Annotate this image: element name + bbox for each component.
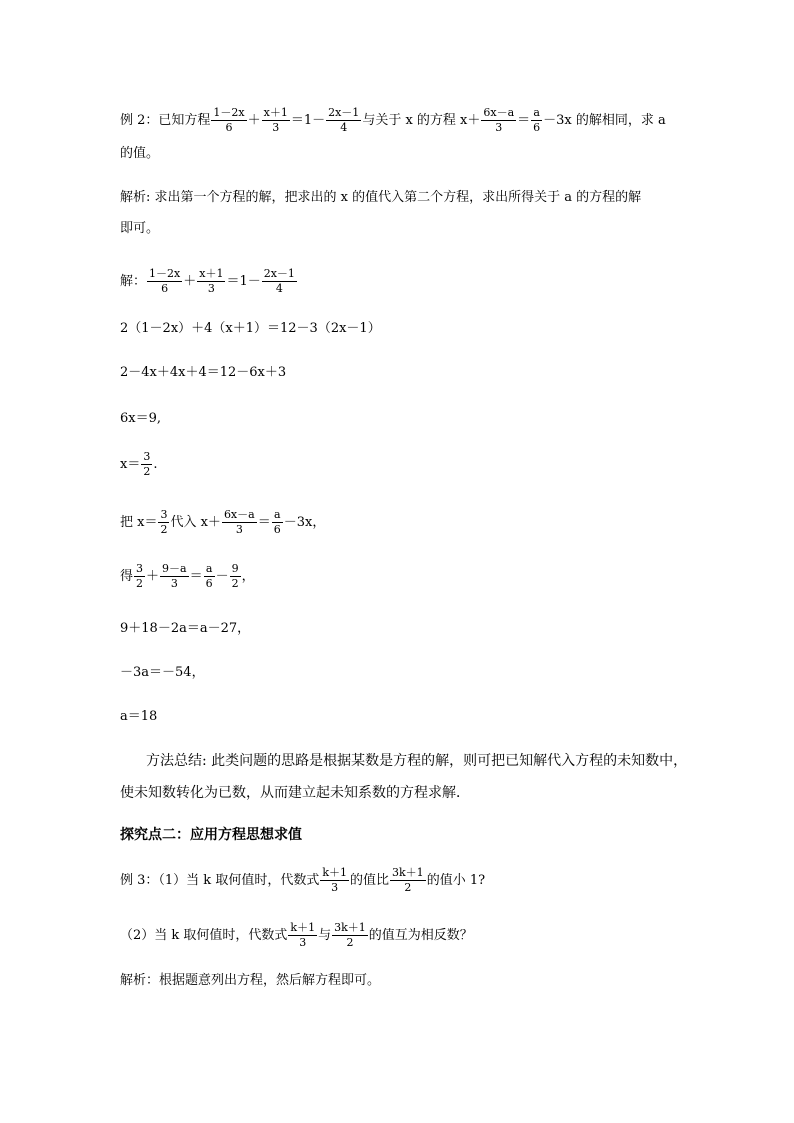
- fraction: $\frac{x+1}{3}$: [199, 267, 224, 295]
- fraction: $\frac{2x-1}{4}$: [328, 106, 360, 134]
- fraction: $\frac{6x-a}{3}$: [223, 508, 255, 536]
- fraction: $\frac{a}{6}$: [205, 562, 213, 590]
- solution-step-2: 2－4x＋4x＋4＝12－6x＋3: [120, 365, 287, 380]
- solution-step-7: a＝18: [120, 709, 158, 724]
- solution-step-4: x＝ $\frac{3}{2}$ .: [120, 450, 158, 478]
- solution-step-6: －3a＝－54，: [120, 665, 205, 680]
- method-summary-line-2: 使未知数转化为已数，从而建立起未知系数的方程求解．: [120, 785, 470, 801]
- example-3-part-2: （2）当 k 取何值时，代数式 $\frac{k+1}{3}$ 与 $\frac{3k+1}{2}$ 的值互为相反数？: [120, 921, 473, 949]
- fraction: $\frac{1-2x}{6}$: [213, 106, 245, 134]
- fraction: $\frac{k+1}{3}$: [322, 866, 347, 894]
- fraction: $\frac{1-2x}{6}$: [149, 267, 181, 295]
- analysis-1-line-2: 即可。: [120, 221, 160, 236]
- example-2-line-1: 例 2：已知方程 $\frac{1-2x}{6}$ ＋ $\frac{x+1}{3}$ ＝1－ $\frac{2x-1}{4}$ 与关于 x 的方程 x＋ $\frac{6x-a}{3}$ ＝ $\frac{a}{6}$ －3x 的解相同，求 a: [120, 106, 666, 134]
- fraction: $\frac{a}{6}$: [273, 508, 281, 536]
- fraction: $\frac{2x-1}{4}$: [263, 267, 295, 295]
- fraction: $\frac{3k+1}{2}$: [334, 921, 366, 949]
- fraction: $\frac{9}{2}$: [231, 562, 239, 590]
- solution-got: 得 $\frac{3}{2}$ ＋ $\frac{9-a}{3}$ ＝ $\frac{a}{6}$ － $\frac{9}{2}$ ，: [120, 562, 255, 590]
- solution-step-1: 2（1－2x）＋4（x＋1）＝12－3（2x－1）: [120, 321, 381, 336]
- analysis-1-line-1: 解析: 求出第一个方程的解，把求出的 x 的值代入第二个方程，求出所得关于 a 的方程的解: [120, 190, 642, 205]
- solution-substitution: 把 x＝ $\frac{3}{2}$ 代入 x＋ $\frac{6x-a}{3}$ ＝ $\frac{a}{6}$ －3x，: [120, 508, 326, 536]
- fraction: $\frac{3}{2}$: [136, 562, 144, 590]
- solution-step-3: 6x＝9,: [120, 411, 162, 426]
- fraction: $\frac{3}{2}$: [143, 450, 151, 478]
- fraction: $\frac{3k+1}{2}$: [392, 866, 424, 894]
- method-summary-line-1: 方法总结: 此类问题的思路是根据某数是方程的解，则可把已知解代入方程的未知数中，: [146, 753, 688, 769]
- fraction: $\frac{a}{6}$: [533, 106, 541, 134]
- analysis-2: 解析：根据题意列出方程，然后解方程即可。: [120, 973, 381, 988]
- solution-step-5: 9＋18－2a＝a－27，: [120, 621, 251, 636]
- example-3-part-1: 例 3：（1）当 k 取何值时，代数式 $\frac{k+1}{3}$ 的值比 $\frac{3k+1}{2}$ 的值小 1?: [120, 866, 486, 894]
- example-2-line-2: 的值。: [120, 146, 160, 161]
- fraction: $\frac{x+1}{3}$: [263, 106, 288, 134]
- fraction: $\frac{3}{2}$: [160, 508, 168, 536]
- fraction: $\frac{6x-a}{3}$: [483, 106, 515, 134]
- fraction: $\frac{k+1}{3}$: [290, 921, 316, 949]
- section-heading: 探究点二：应用方程思想求值: [120, 827, 302, 843]
- fraction: $\frac{9-a}{3}$: [162, 562, 187, 590]
- solution-equation: 解： $\frac{1-2x}{6}$ ＋ $\frac{x+1}{3}$ ＝1－ $\frac{2x-1}{4}$: [120, 267, 295, 295]
